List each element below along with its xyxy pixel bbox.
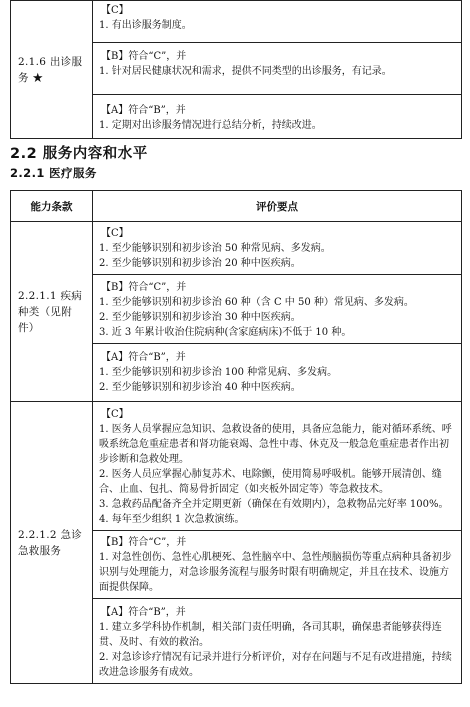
grade-item: 2. 至少能够识别和初步诊治 30 种中医疾病。 [99,312,301,323]
grade-item: 1. 建立多学科协作机制，相关部门责任明确，各司其职，确保患者能够获得连贯、及时、有效的救治。 [99,622,442,648]
grade-label: 【C】 [101,409,129,420]
section-heading: 2.2 服务内容和水平 [10,146,148,162]
column-header-evaluation: 评价要点 [93,191,462,222]
grade-item: 1. 医务人员掌握应急知识、急救设备的使用，具备应急能力，能对循环系统、呼吸系统急危重症患者和肾功能衰竭、急性中毒、休克及一般急危重症患者作出初步诊断和急救处理。 [99,424,452,465]
grade-item: 2. 医务人员应掌握心肺复苏术、电除颤，使用简易呼吸机。能够开展清创、缝合、止血、包扎、简易骨折固定（如夹板外固定等）等急救技术。 [99,469,442,495]
grade-label: 【B】符合“C”，并 [101,537,187,548]
grade-label: 【C】 [101,228,129,239]
criterion-cell [11,1,93,139]
grade-item: 1. 对急性创伤、急性心肌梗死、急性脑卒中、急性颅脑损伤等重点病种具备初步识别与处理能力，对急诊服务流程与服务时限有明确规定，并且在技术、设施方面提供保障。 [99,552,452,593]
grade-label: 【A】符合“B”，并 [101,607,186,618]
criterion-cell [11,402,93,684]
grade-label: 【B】符合“C”，并 [101,282,187,293]
grade-item: 2. 至少能够识别和初步诊治 20 种中医疾病。 [99,258,301,269]
subsection-heading: 2.2.1 医疗服务 [10,166,97,180]
grade-label: 【A】符合“B”，并 [101,352,186,363]
criterion-label: 2.1.6 出诊服务 ★ [18,55,83,84]
grade-label: 【C】 [101,5,129,16]
criterion-label: 2.2.1.2 急诊急救服务 [18,528,83,557]
grade-c-block [93,222,462,275]
grade-item: 1. 定期对出诊服务情况进行总结分析，持续改进。 [99,120,322,131]
service-criteria-table [10,190,462,684]
criterion-label: 2.2.1.1 疾病种类（见附件） [18,289,83,334]
column-header-criterion: 能力条款 [11,191,93,222]
grade-item: 2. 至少能够识别和初步诊治 40 种中医疾病。 [99,382,301,393]
grade-a-block [93,344,462,402]
grade-item: 1. 至少能够识别和初步诊治 50 种常见病、多发病。 [99,243,331,254]
grade-item: 3. 急救药品配备齐全并定期更新（确保在有效期内），急救物品完好率 100%。 [99,499,449,510]
grade-item: 4. 每年至少组织 1 次急救演练。 [99,514,245,525]
grade-label: 【B】符合“C”，并 [101,51,187,62]
grade-b-block [93,531,462,599]
grade-item: 3. 近 3 年累计收治住院病种(含家庭病床)不低于 10 种。 [99,327,352,338]
grade-b-block [93,275,462,344]
grade-b-block [93,43,462,95]
grade-item: 1. 有出诊服务制度。 [99,20,192,31]
criterion-cell [11,222,93,402]
grade-item: 1. 至少能够识别和初步诊治 60 种（含 C 中 50 种）常见病、多发病。 [99,297,414,308]
grade-a-block [93,95,462,139]
grade-c-block [93,1,462,43]
top-criteria-table [10,0,462,139]
grade-c-block [93,402,462,531]
grade-a-block [93,599,462,684]
grade-item: 2. 对急诊诊疗情况有记录并进行分析评价，对存在问题与不足有改进措施，持续改进急诊服务有成效。 [99,652,452,678]
grade-item: 1. 针对居民健康状况和需求，提供不同类型的出诊服务，有记录。 [99,66,392,77]
grade-item: 1. 至少能够识别和初步诊治 100 种常见病、多发病。 [99,367,338,378]
grade-label: 【A】符合“B”，并 [101,105,186,116]
